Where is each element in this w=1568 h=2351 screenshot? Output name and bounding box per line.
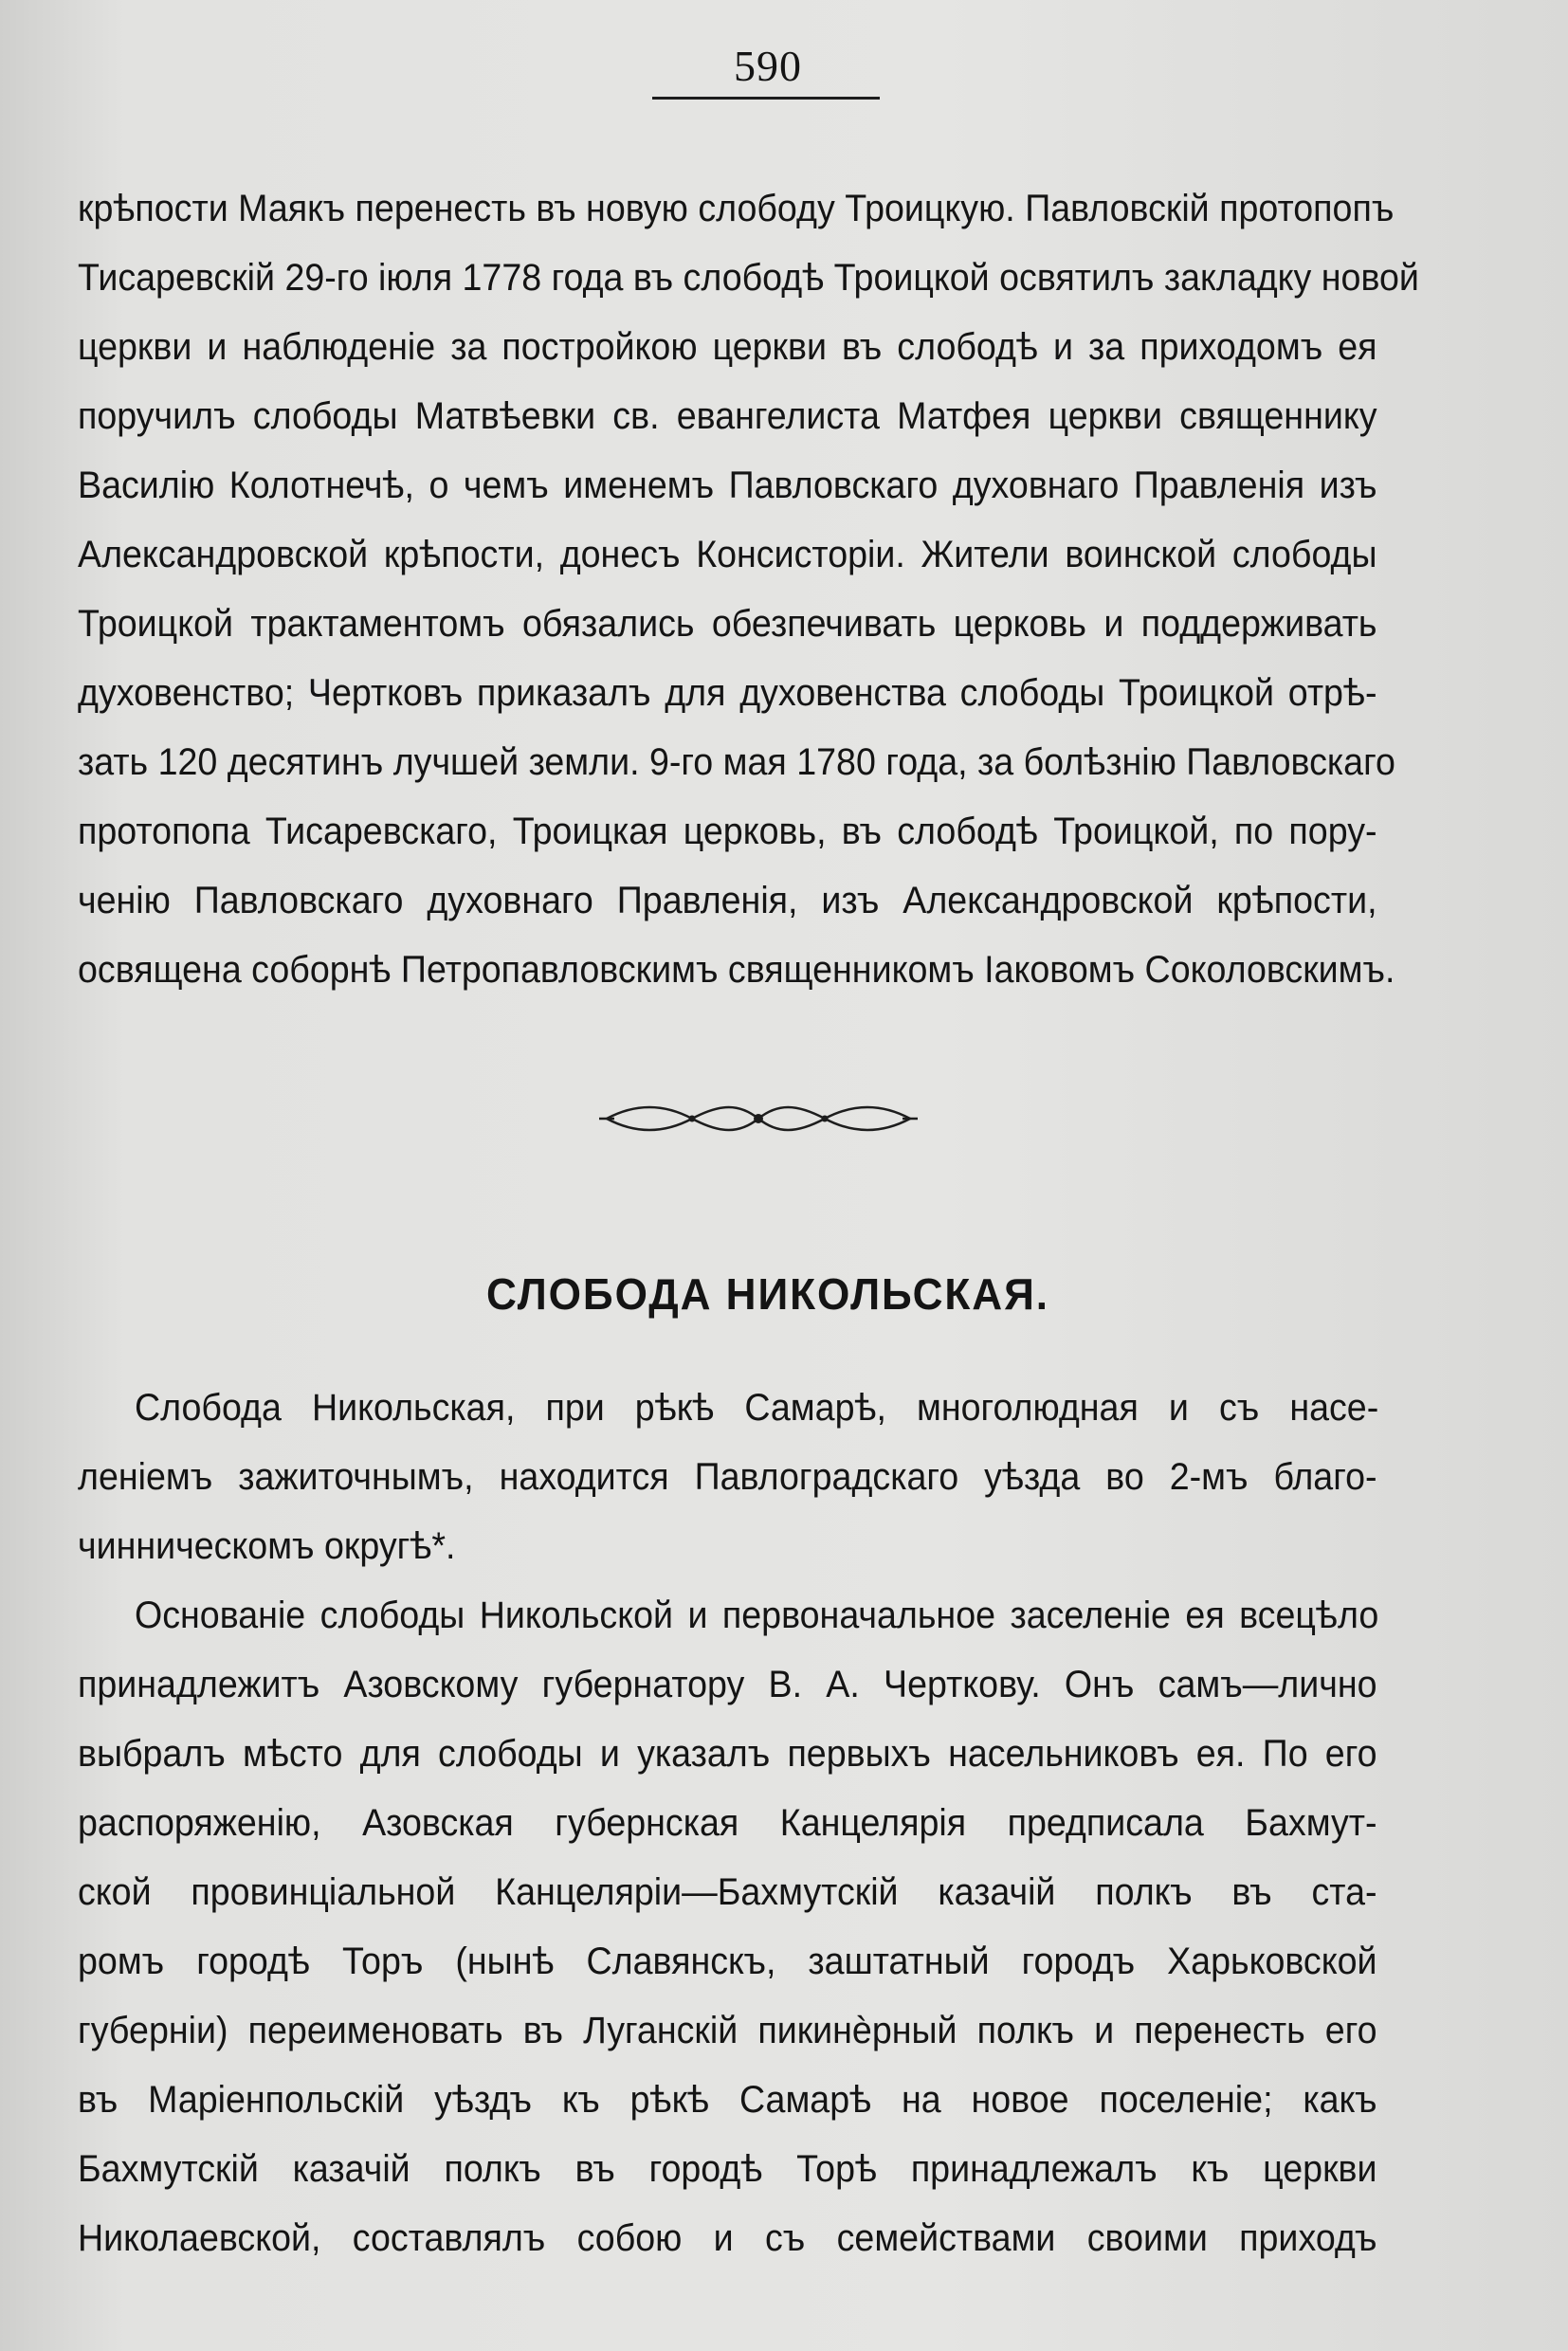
text-line: губерніи) переименовать въ Луганскій пикинѐрный полкъ и перенесть его xyxy=(78,2010,1377,2051)
text-line: Слобода Никольская, при рѣкѣ Самарѣ, многолюдная и съ насе- xyxy=(135,1387,1379,1429)
text-line: выбралъ мѣсто для слободы и указалъ первыхъ насельниковъ ея. По его xyxy=(78,1733,1377,1775)
text-line: Основаніе слободы Никольской и первоначальное заселеніе ея всецѣло xyxy=(135,1595,1379,1636)
text-line: поручилъ слободы Матвѣевки св. евангелиста Матфея церкви священнику xyxy=(78,395,1377,437)
text-line: въ Маріенпольскій уѣздъ къ рѣкѣ Самарѣ на новое поселеніе; какъ xyxy=(78,2079,1377,2121)
text-line: распоряженію, Азовская губернская Канцелярія предписала Бахмут- xyxy=(78,1802,1377,1844)
text-line: духовенство; Чертковъ приказалъ для духовенства слободы Троицкой отрѣ- xyxy=(78,672,1377,714)
text-line: зать 120 десятинъ лучшей земли. 9-го мая 1780 года, за болѣзнію Павловскаго xyxy=(78,741,1395,783)
scroll-ornament-icon xyxy=(597,1090,920,1147)
text-line: Николаевской, составлялъ собою и съ семействами своими приходъ xyxy=(78,2217,1377,2259)
text-line: протопопа Тисаревскаго, Троицкая церковь, въ слободѣ Троицкой, по пору- xyxy=(78,811,1377,852)
text-line: крѣпости Маякъ перенесть въ новую слободу Троицкую. Павловскій протопопъ xyxy=(78,188,1395,229)
text-line: леніемъ зажиточнымъ, находится Павлоградскаго уѣзда во 2-мъ благо- xyxy=(78,1456,1377,1498)
text-line: Василію Колотнечѣ, о чемъ именемъ Павловскаго духовнаго Правленія изъ xyxy=(78,465,1377,506)
text-line: принадлежитъ Азовскому губернатору В. А. Черткову. Онъ самъ—лично xyxy=(78,1664,1377,1705)
text-line: Бахмутскій казачій полкъ въ городѣ Торѣ принадлежалъ къ церкви xyxy=(78,2148,1377,2190)
text-line: Александровской крѣпости, донесъ Консисторіи. Жители воинской слободы xyxy=(78,534,1377,575)
text-line: ченію Павловскаго духовнаго Правленія, изъ Александровской крѣпости, xyxy=(78,880,1377,921)
text-line: Троицкой трактаментомъ обязались обезпечивать церковь и поддерживать xyxy=(78,603,1377,645)
text-line: Тисаревскій 29-го іюля 1778 года въ слободѣ Троицкой освятилъ закладку новой xyxy=(78,257,1419,299)
section-heading: СЛОБОДА НИКОЛЬСКАЯ. xyxy=(486,1269,1049,1319)
text-line: церкви и наблюденіе за постройкою церкви въ слободѣ и за приходомъ ея xyxy=(78,326,1377,368)
text-line: чинническомъ округѣ*. xyxy=(78,1525,456,1567)
text-line: ской провинціальной Канцеляріи—Бахмутскій казачій полкъ въ ста- xyxy=(78,1871,1377,1913)
page-number-rule xyxy=(652,97,880,100)
text-line: ромъ городѣ Торъ (нынѣ Славянскъ, заштатный городъ Харьковской xyxy=(78,1941,1377,1982)
page-number: 590 xyxy=(734,42,802,90)
text-line: освящена соборнѣ Петропавловскимъ священникомъ Іаковомъ Соколовскимъ. xyxy=(78,949,1395,991)
